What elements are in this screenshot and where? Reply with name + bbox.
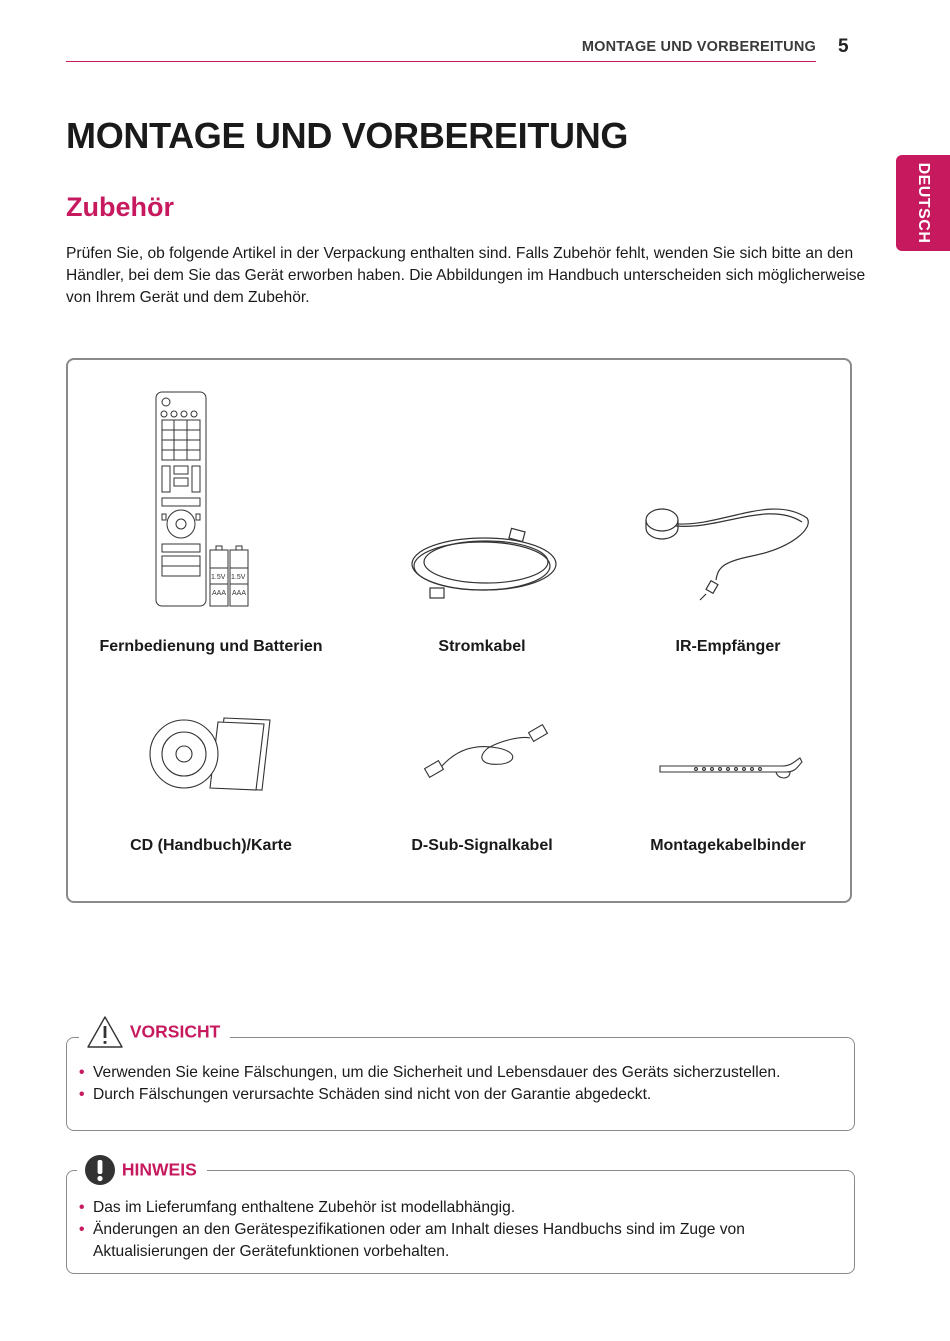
accessory-label-remote: Fernbedienung und Batterien [99,638,323,655]
page-number: 5 [838,36,849,57]
list-item: • Änderungen an den Gerätespezifikationen oder am Inhalt dieses Handbuchs sind im Zuge von Aktualisierungen der Gerätefunktionen vorbehalten. [79,1221,745,1260]
running-header-title: MONTAGE UND VORBEREITUNG [581,39,816,55]
ir-receiver-illustration [642,498,814,602]
note-list [79,1197,834,1263]
intro-paragraph: Prüfen Sie, ob folgende Artikel in der Verpackung enthalten sind. Falls Zubehör fehlt, wenden Sie sich bitte an den Händler, bei dem Sie das Gerät erworben haben. Die Abbildungen im Handbuch unterscheiden sich möglicherweise von Ihrem Gerät und dem Zubehör. [66,245,866,306]
list-item: • Verwenden Sie keine Fälschungen, um die Sicherheit und Lebensdauer des Geräts sicherzustellen. [79,1064,781,1081]
caution-box [66,1021,855,1131]
accessory-label-ir-receiver: IR-Empfänger [675,638,781,655]
d-sub-cable-illustration [418,718,558,788]
cd-and-card-illustration [146,712,276,792]
caution-list [79,1062,834,1106]
caution-header [79,1014,230,1050]
caution-title: VORSICHT [129,1021,221,1042]
list-item: • Das im Lieferumfang enthaltene Zubehör ist modellabhängig. [79,1199,516,1216]
section-title: Zubehör [66,192,174,222]
page-title: MONTAGE UND VORBEREITUNG [66,115,629,156]
battery-voltage-label: 1.5V [231,574,246,581]
list-item: • Durch Fälschungen verursachte Schäden sind nicht von der Garantie abgedeckt. [79,1086,652,1103]
power-cable-illustration [406,524,566,604]
accessory-label-d-sub-cable: D-Sub-Signalkabel [411,837,553,854]
header-divider [66,61,816,62]
exclamation-circle-icon [83,1153,117,1187]
language-tab-label: DEUTSCH [915,162,932,244]
remote-control-and-batteries-illustration [152,388,272,610]
warning-triangle-icon [85,1014,125,1050]
accessory-label-power-cable: Stromkabel [438,638,526,655]
accessory-label-cd: CD (Handbuch)/Karte [130,837,292,854]
battery-voltage-label: 1.5V [211,574,226,581]
accessory-label-cable-tie: Montagekabelbinder [650,837,806,854]
battery-type-label: AAA [232,590,247,597]
note-title: HINWEIS [121,1159,197,1180]
battery-type-label: AAA [212,590,227,597]
note-box [66,1159,855,1274]
accessory-box [66,358,852,903]
language-tab [896,155,950,251]
note-header [77,1153,207,1187]
cable-tie-illustration [656,754,806,784]
